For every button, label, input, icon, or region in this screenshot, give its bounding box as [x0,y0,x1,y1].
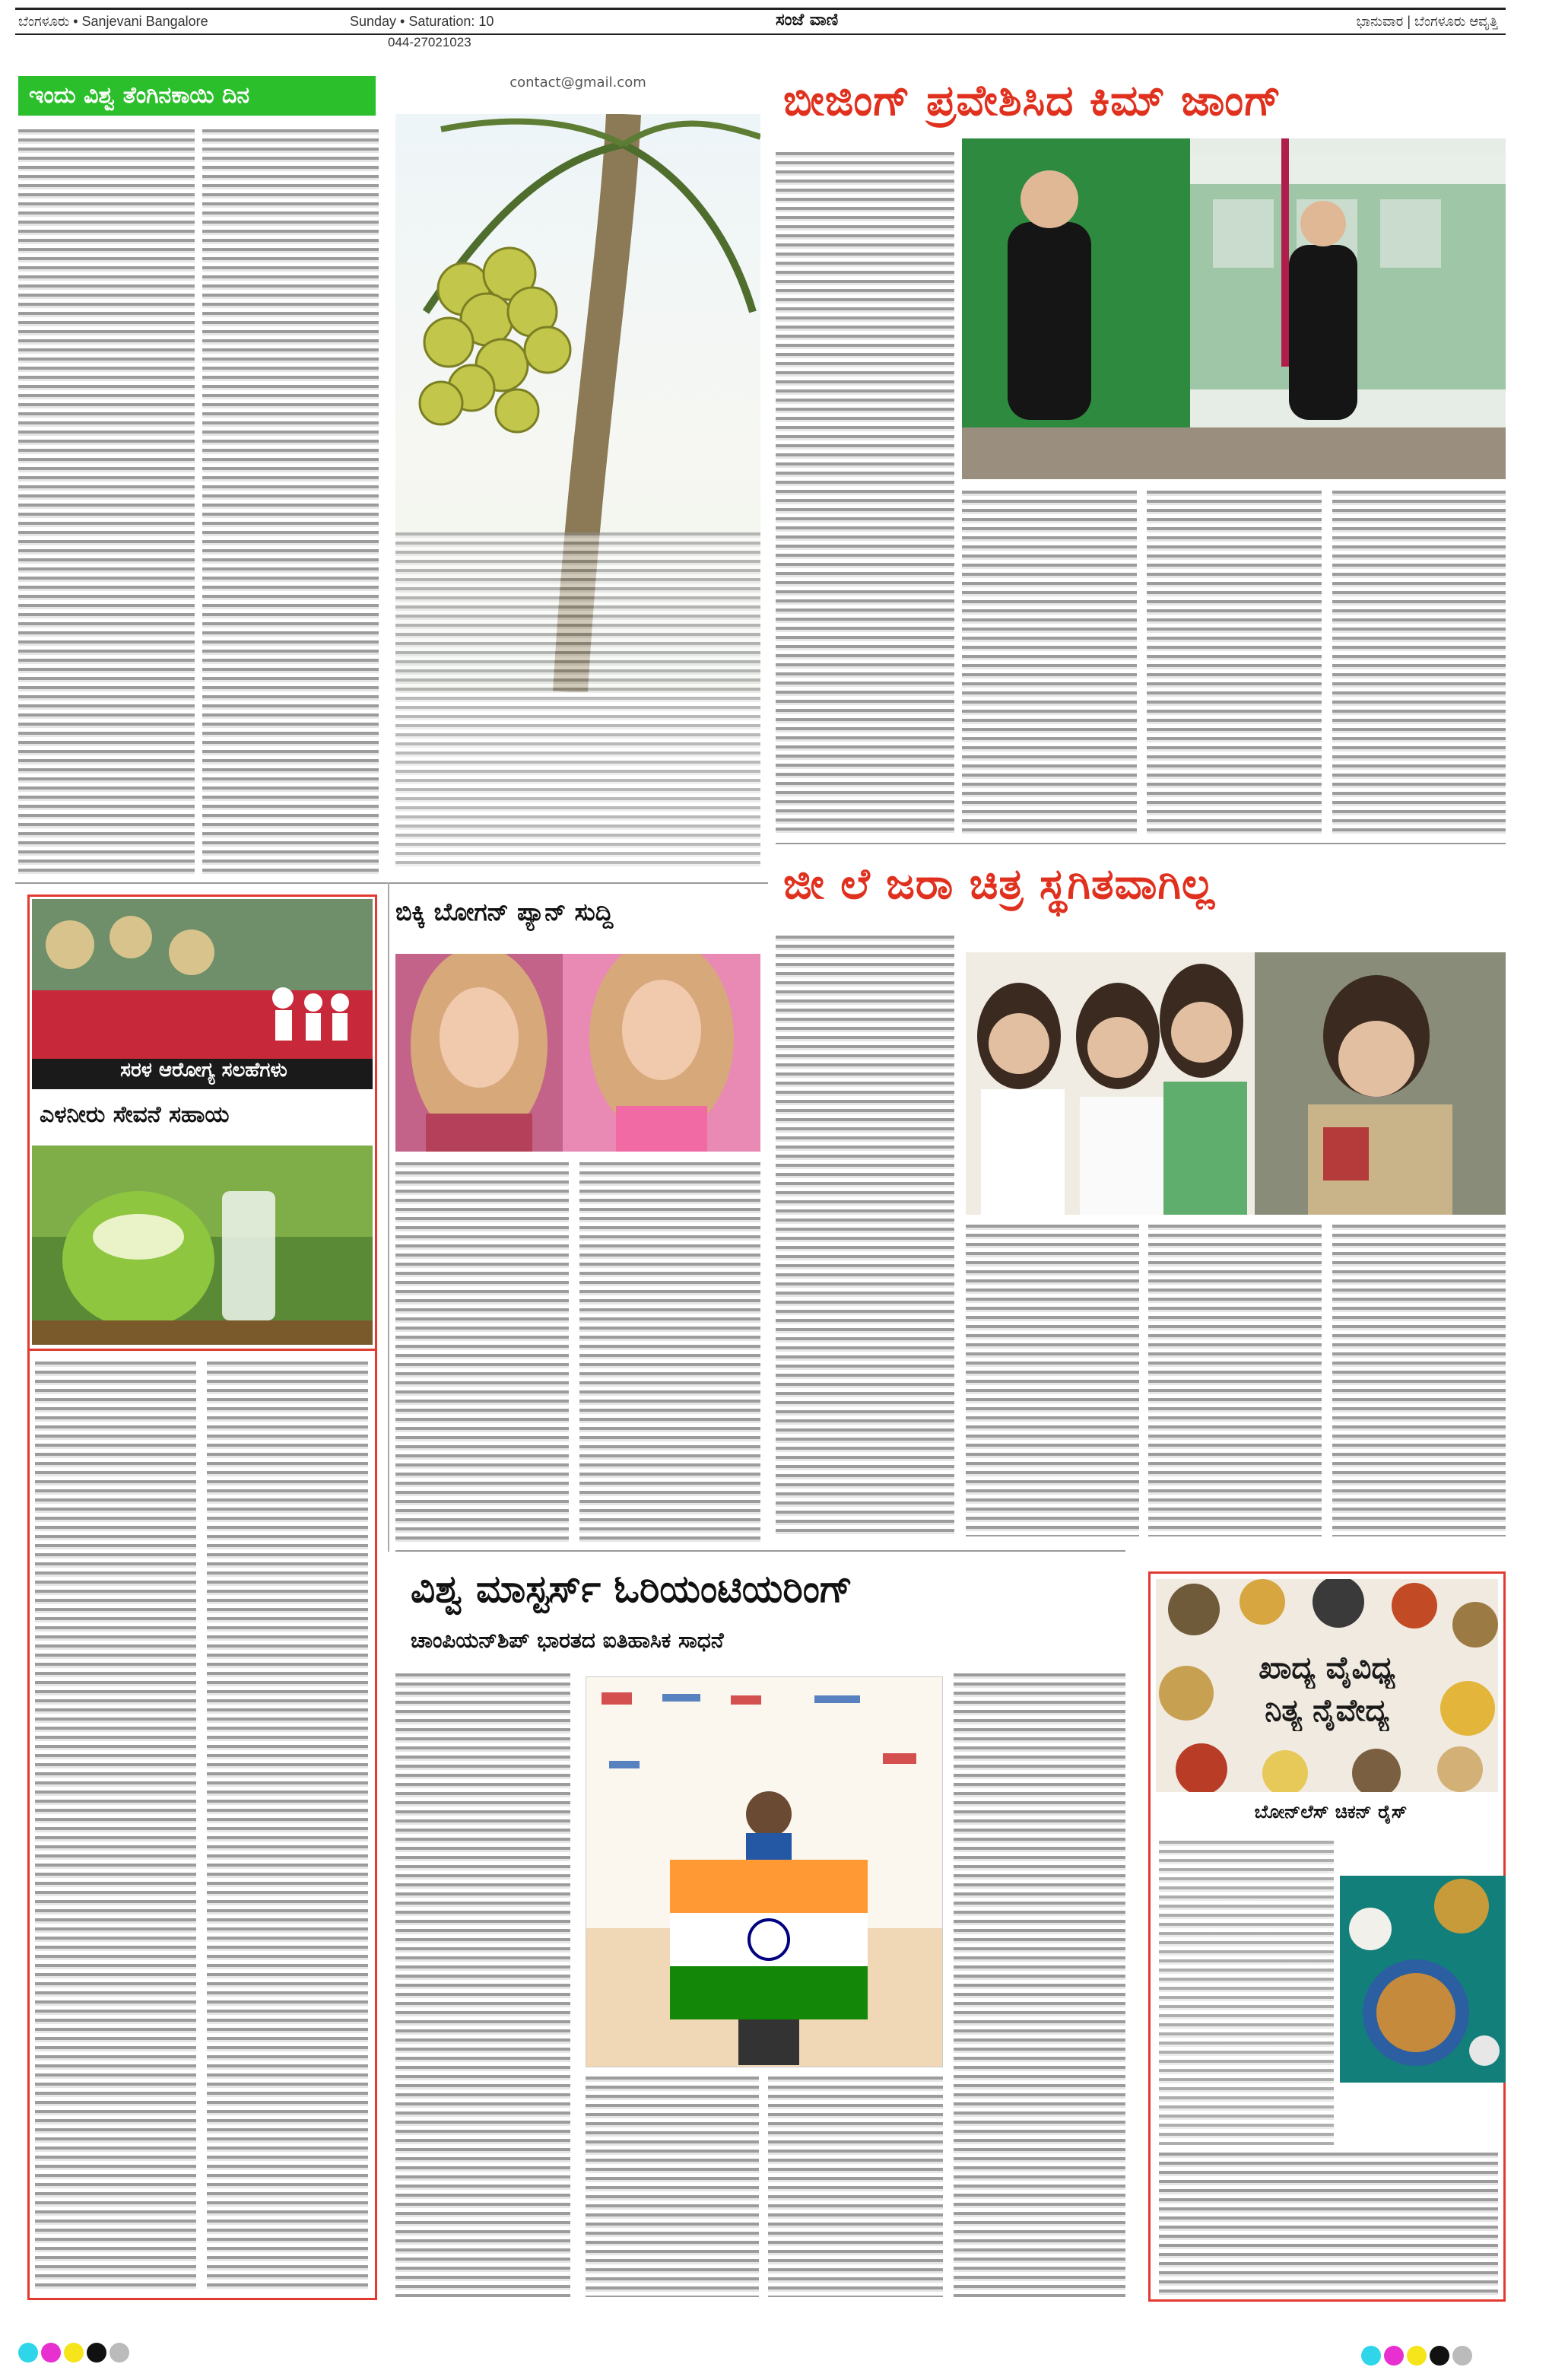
film-headline: ಜೀ ಲೆ ಜರಾ ಚಿತ್ರ ಸ್ಥಗಿತವಾಗಿಲ್ಲ [783,860,1215,909]
top-rule [15,8,1506,10]
health-banner-text: ಸರಳ ಆರೋಗ್ಯ ಸಲಹೆಗಳು [120,1059,287,1082]
coconut-water-illustration [32,1146,373,1345]
center-divider [388,882,389,1552]
kim-train-photo [962,138,1506,479]
biryani-illustration [1340,1876,1506,2083]
registration-dots-left [18,2343,170,2366]
kim-text-column-3 [1147,491,1322,837]
recipe-ingredients [1159,1841,1334,2145]
film-text-column-4 [1332,1225,1506,1536]
orienteering-athlete-illustration [586,1677,943,2067]
header-rule [15,33,1506,35]
orienteering-text-column-4 [954,1673,1125,2297]
kim-headline: ಬೀಜಿಂಗ್ ಪ್ರವೇಶಿಸಿದ ಕಿಮ್ ಜಾಂಗ್ [783,76,1282,126]
header-phone: 044-27021023 [388,35,471,49]
film-actresses-illustration [966,952,1506,1215]
kim-text-column-4 [1332,491,1506,837]
film-actresses-photo [966,952,1506,1215]
coconut-text-column-2 [202,129,379,875]
food-title-line2: ನಿತ್ಯ ನೈವೇದ್ಯ [1265,1693,1389,1728]
coconut-email: contact@gmail.com [509,75,646,91]
orienteering-headline: ವಿಶ್ವ ಮಾಸ್ಟರ್ಸ್ ಓರಿಯಂಟಿಯರಿಂಗ್ [411,1567,853,1611]
film-text-column-2 [966,1225,1139,1536]
orienteering-text-column-2 [586,2077,759,2297]
kim-train-illustration [962,138,1506,479]
biryani-photo [1340,1876,1506,2083]
orienteering-top-rule [395,1550,1125,1552]
food-title-line1: ಖಾದ್ಯ ವೈವಿಧ್ಯ [1259,1651,1395,1686]
orienteering-text-column-3 [768,2077,943,2297]
beauty-photo [395,954,760,1152]
coconut-bottom-rule [15,882,768,884]
orienteering-subhead: ಚಾಂಪಿಯನ್‌ಶಿಪ್ ಭಾರತದ ಐತಿಹಾಸಿಕ ಸಾಧನೆ [411,1628,724,1653]
kim-text-column-1 [776,152,954,837]
health-subhead: ಎಳನೀರು ಸೇವನೆ ಸಹಾಯ [40,1101,230,1128]
header-left-strip: ಬೆಂಗಳೂರು • Sanjevani Bangalore [18,14,208,29]
recipe-method-text [1159,2153,1498,2297]
coconut-day-label: ಇಂದು ವಿಶ್ವ ತೆಂಗಿನಕಾಯಿ ದಿನ [18,76,376,116]
beauty-text-column-2 [579,1162,760,1543]
header-center-strip: Sunday • Saturation: 10 [350,14,494,29]
beauty-text-column-1 [395,1162,569,1543]
recipe-title: ಬೋನ್‌ಲೆಸ್ ಚಿಕನ್ ರೈಸ್ [1254,1801,1408,1822]
registration-dots-right [1361,2346,1513,2369]
health-text-column-2 [207,1362,368,2289]
masthead: ಸಂಜೆ ವಾಣಿ [776,11,839,30]
beauty-headline: ಬಿಕ್ಕಿ ಬೋಗನ್ ಪ್ಯಾನ್ ಸುದ್ದಿ [395,898,614,926]
beauty-illustration [395,954,760,1152]
orienteering-text-column-1 [395,1673,570,2297]
kim-bottom-rule [776,843,1506,844]
coconut-text-column-1 [18,129,195,875]
film-text-column-3 [1148,1225,1322,1536]
header-right-strip: ಭಾನುವಾರ | ಬೆಂಗಳೂರು ಆವೃತ್ತಿ [1356,14,1498,29]
orienteering-athlete-photo [586,1676,943,2067]
health-text-column-1 [35,1362,196,2289]
kim-text-column-2 [962,491,1137,837]
coconut-water-photo [32,1146,373,1345]
coconut-overlay-text [395,532,760,867]
film-text-column-1 [776,936,954,1536]
